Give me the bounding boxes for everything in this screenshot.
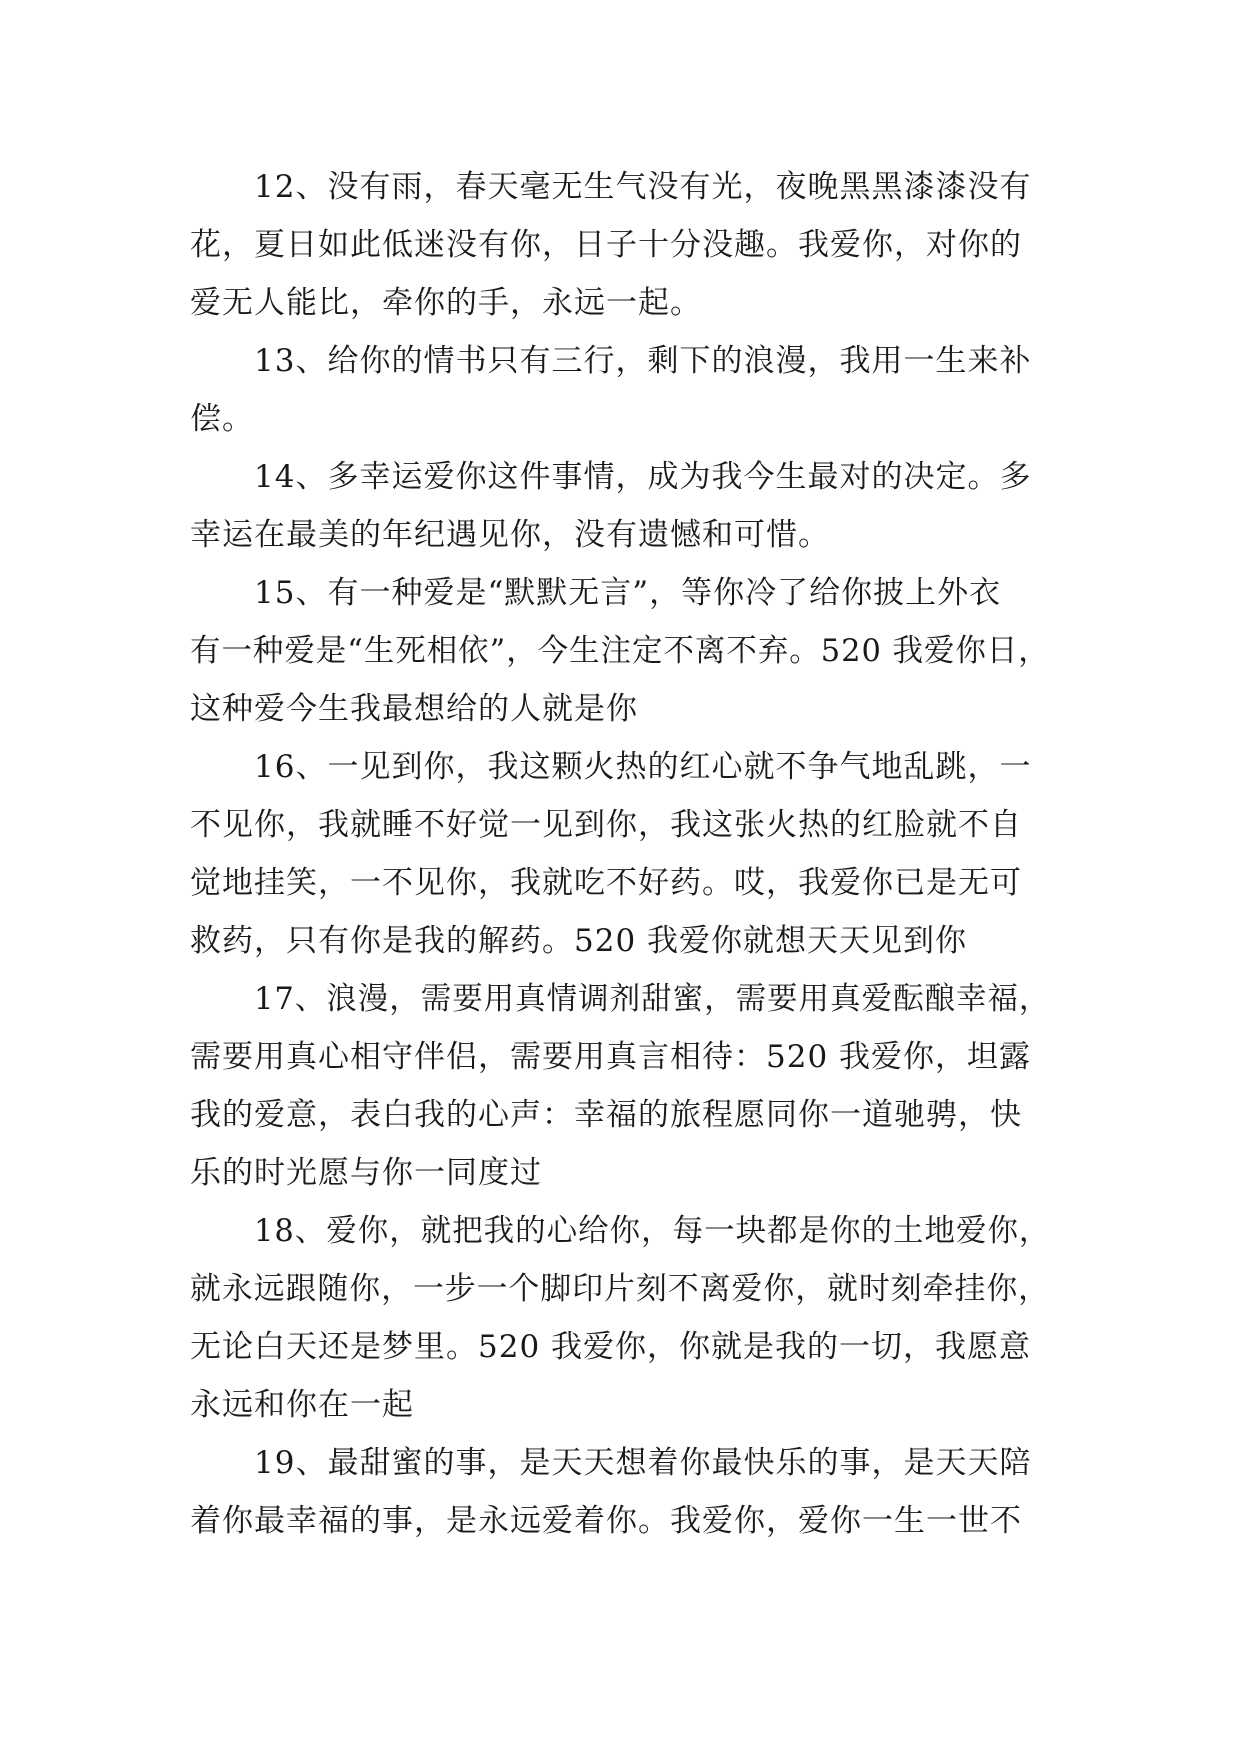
text-line: 19、最甜蜜的事，是天天想着你最快乐的事，是天天陪 — [254, 1445, 1032, 1481]
text-line: 有一种爱是“生死相依”，今生注定不离不弃。520 我爱你日， — [190, 633, 1050, 669]
text-line: 需要用真心相守伴侣，需要用真言相待：520 我爱你，坦露 — [190, 1039, 1032, 1075]
text-line: 15、有一种爱是“默默无言”，等你冷了给你披上外衣 — [254, 575, 1002, 611]
text-line: 偿。 — [190, 401, 254, 437]
text-line: 13、给你的情书只有三行，剩下的浪漫，我用一生来补 — [254, 343, 1032, 379]
text-line: 永远和你在一起 — [190, 1387, 414, 1423]
text-line: 17、浪漫，需要用真情调剂甜蜜，需要用真爱酝酿幸福， — [254, 981, 1051, 1017]
text-line: 14、多幸运爱你这件事情，成为我今生最对的决定。多 — [254, 459, 1032, 495]
text-line: 无论白天还是梦里。520 我爱你，你就是我的一切，我愿意 — [190, 1329, 1032, 1365]
text-line: 就永远跟随你，一步一个脚印片刻不离爱你，就时刻牵挂你， — [190, 1271, 1051, 1307]
text-line: 花，夏日如此低迷没有你，日子十分没趣。我爱你，对你的 — [190, 227, 1022, 263]
text-line: 救药，只有你是我的解药。520 我爱你就想天天见到你 — [190, 923, 968, 959]
text-line: 着你最幸福的事，是永远爱着你。我爱你，爱你一生一世不 — [190, 1503, 1022, 1539]
text-line: 觉地挂笑，一不见你，我就吃不好药。哎，我爱你已是无可 — [190, 865, 1022, 901]
text-line: 16、一见到你，我这颗火热的红心就不争气地乱跳，一 — [254, 749, 1032, 785]
text-line: 我的爱意，表白我的心声：幸福的旅程愿同你一道驰骋，快 — [190, 1097, 1022, 1133]
text-line: 乐的时光愿与你一同度过 — [190, 1155, 542, 1191]
text-line: 不见你，我就睡不好觉一见到你，我这张火热的红脸就不自 — [190, 807, 1022, 843]
text-line: 18、爱你，就把我的心给你，每一块都是你的土地爱你， — [254, 1213, 1051, 1249]
text-line: 这种爱今生我最想给的人就是你 — [190, 691, 638, 727]
text-line: 幸运在最美的年纪遇见你，没有遗憾和可惜。 — [190, 517, 830, 553]
text-line: 爱无人能比，牵你的手，永远一起。 — [190, 285, 702, 321]
text-line: 12、没有雨，春天毫无生气没有光，夜晚黑黑漆漆没有 — [254, 169, 1032, 205]
